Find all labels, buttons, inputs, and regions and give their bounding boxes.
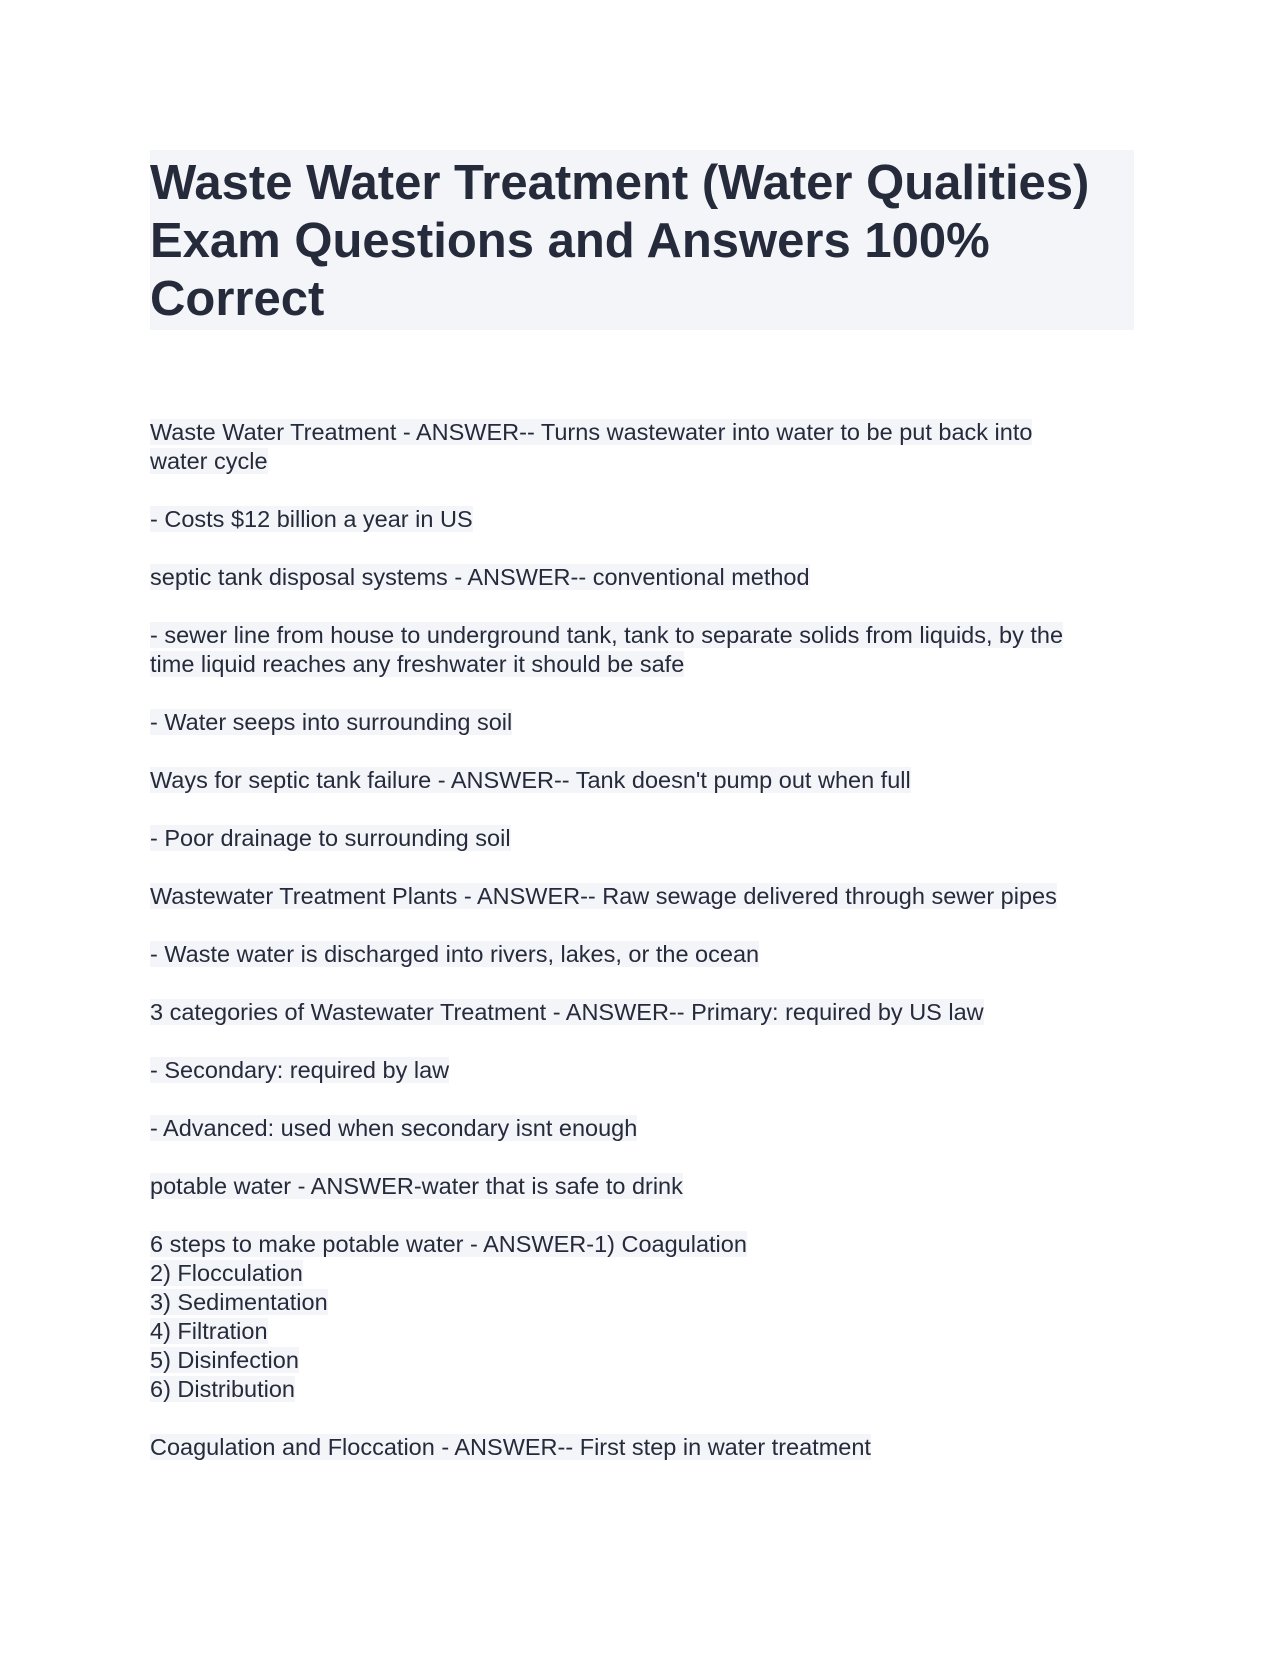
paragraph-line — [150, 1346, 1132, 1375]
line-text: water cycle — [150, 448, 268, 474]
line-text: 5) Disinfection — [150, 1347, 299, 1373]
paragraph-line — [150, 621, 1132, 650]
paragraph-line — [150, 1114, 1132, 1143]
paragraph-line — [150, 1230, 1132, 1259]
paragraph-line — [150, 708, 1132, 737]
paragraph-line — [150, 447, 1132, 476]
qa-paragraph — [150, 1114, 1132, 1143]
line-text: 3 categories of Wastewater Treatment - ANSWER-- Primary: required by US law — [150, 999, 984, 1025]
line-text: - Poor drainage to surrounding soil — [150, 825, 511, 851]
line-text: Wastewater Treatment Plants - ANSWER-- Raw sewage delivered through sewer pipes — [150, 883, 1057, 909]
line-text: septic tank disposal systems - ANSWER-- conventional method — [150, 564, 810, 590]
qa-paragraph — [150, 824, 1132, 853]
paragraph-line — [150, 882, 1132, 911]
line-text: - Secondary: required by law — [150, 1057, 450, 1083]
qa-paragraph — [150, 621, 1132, 679]
line-text: 6) Distribution — [150, 1376, 295, 1402]
qa-paragraph — [150, 418, 1132, 476]
paragraph-line — [150, 650, 1132, 679]
line-text: - Water seeps into surrounding soil — [150, 709, 513, 735]
qa-paragraph — [150, 1056, 1132, 1085]
paragraph-line — [150, 1433, 1132, 1462]
qa-paragraph — [150, 882, 1132, 911]
qa-paragraph — [150, 1230, 1132, 1404]
line-text: time liquid reaches any freshwater it should be safe — [150, 651, 685, 677]
title-line: Exam Questions and Answers 100% — [150, 214, 990, 268]
title-block — [150, 150, 1134, 330]
paragraph-line — [150, 1259, 1132, 1288]
paragraph-line — [150, 505, 1132, 534]
qa-paragraph — [150, 940, 1132, 969]
paragraph-line — [150, 1056, 1132, 1085]
line-text: potable water - ANSWER-water that is safe to drink — [150, 1173, 683, 1199]
line-text: - Advanced: used when secondary isnt enough — [150, 1115, 638, 1141]
title-line: Correct — [150, 272, 325, 326]
line-text: Ways for septic tank failure - ANSWER-- Tank doesn't pump out when full — [150, 767, 911, 793]
qa-paragraph — [150, 708, 1132, 737]
paragraph-line — [150, 1317, 1132, 1346]
qa-paragraph — [150, 766, 1132, 795]
line-text: - Waste water is discharged into rivers, lakes, or the ocean — [150, 941, 760, 967]
line-text: 3) Sedimentation — [150, 1289, 328, 1315]
paragraph-line — [150, 824, 1132, 853]
title-line: Waste Water Treatment (Water Qualities) — [150, 156, 1090, 210]
paragraph-line — [150, 1172, 1132, 1201]
line-text: - sewer line from house to underground tank, tank to separate solids from liquids, by the — [150, 622, 1064, 648]
paragraph-line — [150, 1375, 1132, 1404]
qa-paragraph — [150, 1433, 1132, 1462]
document-body — [150, 418, 1132, 1462]
document-page — [150, 150, 1132, 1491]
qa-paragraph — [150, 1172, 1132, 1201]
line-text: 2) Flocculation — [150, 1260, 303, 1286]
paragraph-line — [150, 766, 1132, 795]
paragraph-line — [150, 418, 1132, 447]
line-text: 6 steps to make potable water - ANSWER-1) Coagulation — [150, 1231, 747, 1257]
line-text: 4) Filtration — [150, 1318, 268, 1344]
qa-paragraph — [150, 563, 1132, 592]
paragraph-line — [150, 1288, 1132, 1317]
paragraph-line — [150, 998, 1132, 1027]
paragraph-line — [150, 563, 1132, 592]
line-text: Coagulation and Floccation - ANSWER-- First step in water treatment — [150, 1434, 871, 1460]
qa-paragraph — [150, 998, 1132, 1027]
line-text: - Costs $12 billion a year in US — [150, 506, 473, 532]
line-text: Waste Water Treatment - ANSWER-- Turns wastewater into water to be put back into — [150, 419, 1033, 445]
document-title — [150, 154, 1130, 328]
paragraph-line — [150, 940, 1132, 969]
qa-paragraph — [150, 505, 1132, 534]
